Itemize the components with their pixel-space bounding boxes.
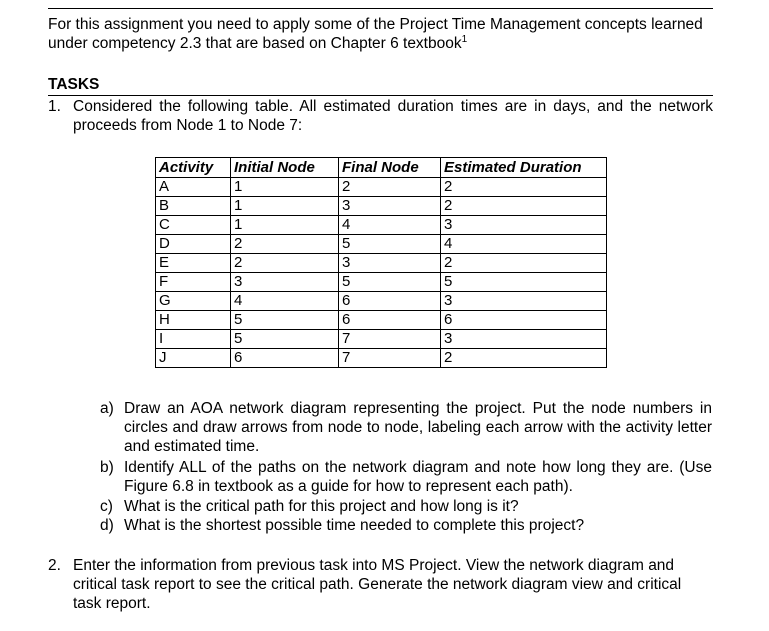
- cell-activity: A: [156, 178, 231, 197]
- cell-duration: 4: [441, 235, 607, 254]
- task-1: [48, 97, 713, 135]
- activity-table: [155, 157, 607, 368]
- subquestion-b: [100, 458, 712, 496]
- cell-duration: 2: [441, 197, 607, 216]
- cell-initial-node: 1: [231, 178, 339, 197]
- cell-initial-node: 1: [231, 197, 339, 216]
- cell-duration: 2: [441, 349, 607, 368]
- cell-initial-node: 1: [231, 216, 339, 235]
- cell-activity: E: [156, 254, 231, 273]
- task-2-text: Enter the information from previous task into MS Project. View the network diagram and critical task report to see the critical path. Generate the network diagram view and critical task report.: [73, 557, 682, 612]
- table-row: [156, 330, 607, 349]
- tasks-heading: TASKS: [48, 76, 100, 93]
- intro-text: For this assignment you need to apply some of the Project Time Management concepts learned under competency 2.3 that are based on Chapter 6 textbook: [48, 16, 703, 52]
- cell-duration: 2: [441, 254, 607, 273]
- table-row: [156, 349, 607, 368]
- subquestion-d-label: d): [100, 517, 114, 534]
- table-row: [156, 254, 607, 273]
- cell-final-node: 5: [339, 273, 441, 292]
- cell-initial-node: 5: [231, 330, 339, 349]
- table-row: [156, 292, 607, 311]
- cell-activity: F: [156, 273, 231, 292]
- cell-final-node: 6: [339, 311, 441, 330]
- cell-duration: 3: [441, 292, 607, 311]
- cell-initial-node: 5: [231, 311, 339, 330]
- tasks-rule: [48, 95, 713, 96]
- cell-activity: I: [156, 330, 231, 349]
- header-estimated-duration: Estimated Duration: [441, 158, 607, 178]
- subquestion-a: [100, 399, 712, 456]
- task-2-number: 2.: [48, 557, 61, 574]
- top-rule: [48, 8, 713, 9]
- header-activity: Activity: [156, 158, 231, 178]
- subquestion-c-text: What is the critical path for this project and how long is it?: [124, 498, 519, 515]
- cell-duration: 3: [441, 216, 607, 235]
- cell-activity: B: [156, 197, 231, 216]
- cell-activity: C: [156, 216, 231, 235]
- cell-final-node: 7: [339, 330, 441, 349]
- cell-final-node: 2: [339, 178, 441, 197]
- subquestion-b-text: Identify ALL of the paths on the network diagram and note how long they are. (Use Figure 6.8 in textbook as a guide for how to represent each path).: [124, 459, 712, 495]
- task-2: [48, 556, 713, 613]
- cell-final-node: 3: [339, 197, 441, 216]
- cell-initial-node: 2: [231, 235, 339, 254]
- cell-initial-node: 4: [231, 292, 339, 311]
- cell-initial-node: 6: [231, 349, 339, 368]
- table-row: [156, 273, 607, 292]
- table-row: [156, 197, 607, 216]
- cell-activity: D: [156, 235, 231, 254]
- intro-paragraph: [48, 15, 718, 53]
- cell-initial-node: 3: [231, 273, 339, 292]
- subquestion-a-text: Draw an AOA network diagram representing the project. Put the node numbers in circles and draw arrows from node to node, labeling each arrow with the activity letter and estimated time.: [124, 400, 712, 455]
- cell-activity: G: [156, 292, 231, 311]
- cell-duration: 5: [441, 273, 607, 292]
- header-final-node: Final Node: [339, 158, 441, 178]
- header-initial-node: Initial Node: [231, 158, 339, 178]
- subquestion-b-label: b): [100, 459, 114, 476]
- subquestion-c: [100, 497, 712, 516]
- cell-activity: J: [156, 349, 231, 368]
- cell-duration: 6: [441, 311, 607, 330]
- footnote-mark: 1: [461, 34, 468, 45]
- table-row: [156, 311, 607, 330]
- table-row: [156, 178, 607, 197]
- task-1-number: 1.: [48, 98, 61, 115]
- subquestion-d: [100, 516, 712, 535]
- subquestion-c-label: c): [100, 498, 113, 515]
- table-header-row: [156, 158, 607, 178]
- cell-final-node: 4: [339, 216, 441, 235]
- cell-duration: 2: [441, 178, 607, 197]
- subquestion-a-label: a): [100, 400, 114, 417]
- cell-final-node: 6: [339, 292, 441, 311]
- subquestion-d-text: What is the shortest possible time needed to complete this project?: [124, 517, 585, 534]
- table-row: [156, 235, 607, 254]
- task-1-text: Considered the following table. All estimated duration times are in days, and the network proceeds from Node 1 to Node 7:: [73, 98, 713, 134]
- cell-initial-node: 2: [231, 254, 339, 273]
- cell-final-node: 7: [339, 349, 441, 368]
- cell-final-node: 5: [339, 235, 441, 254]
- cell-activity: H: [156, 311, 231, 330]
- cell-final-node: 3: [339, 254, 441, 273]
- table-row: [156, 216, 607, 235]
- cell-duration: 3: [441, 330, 607, 349]
